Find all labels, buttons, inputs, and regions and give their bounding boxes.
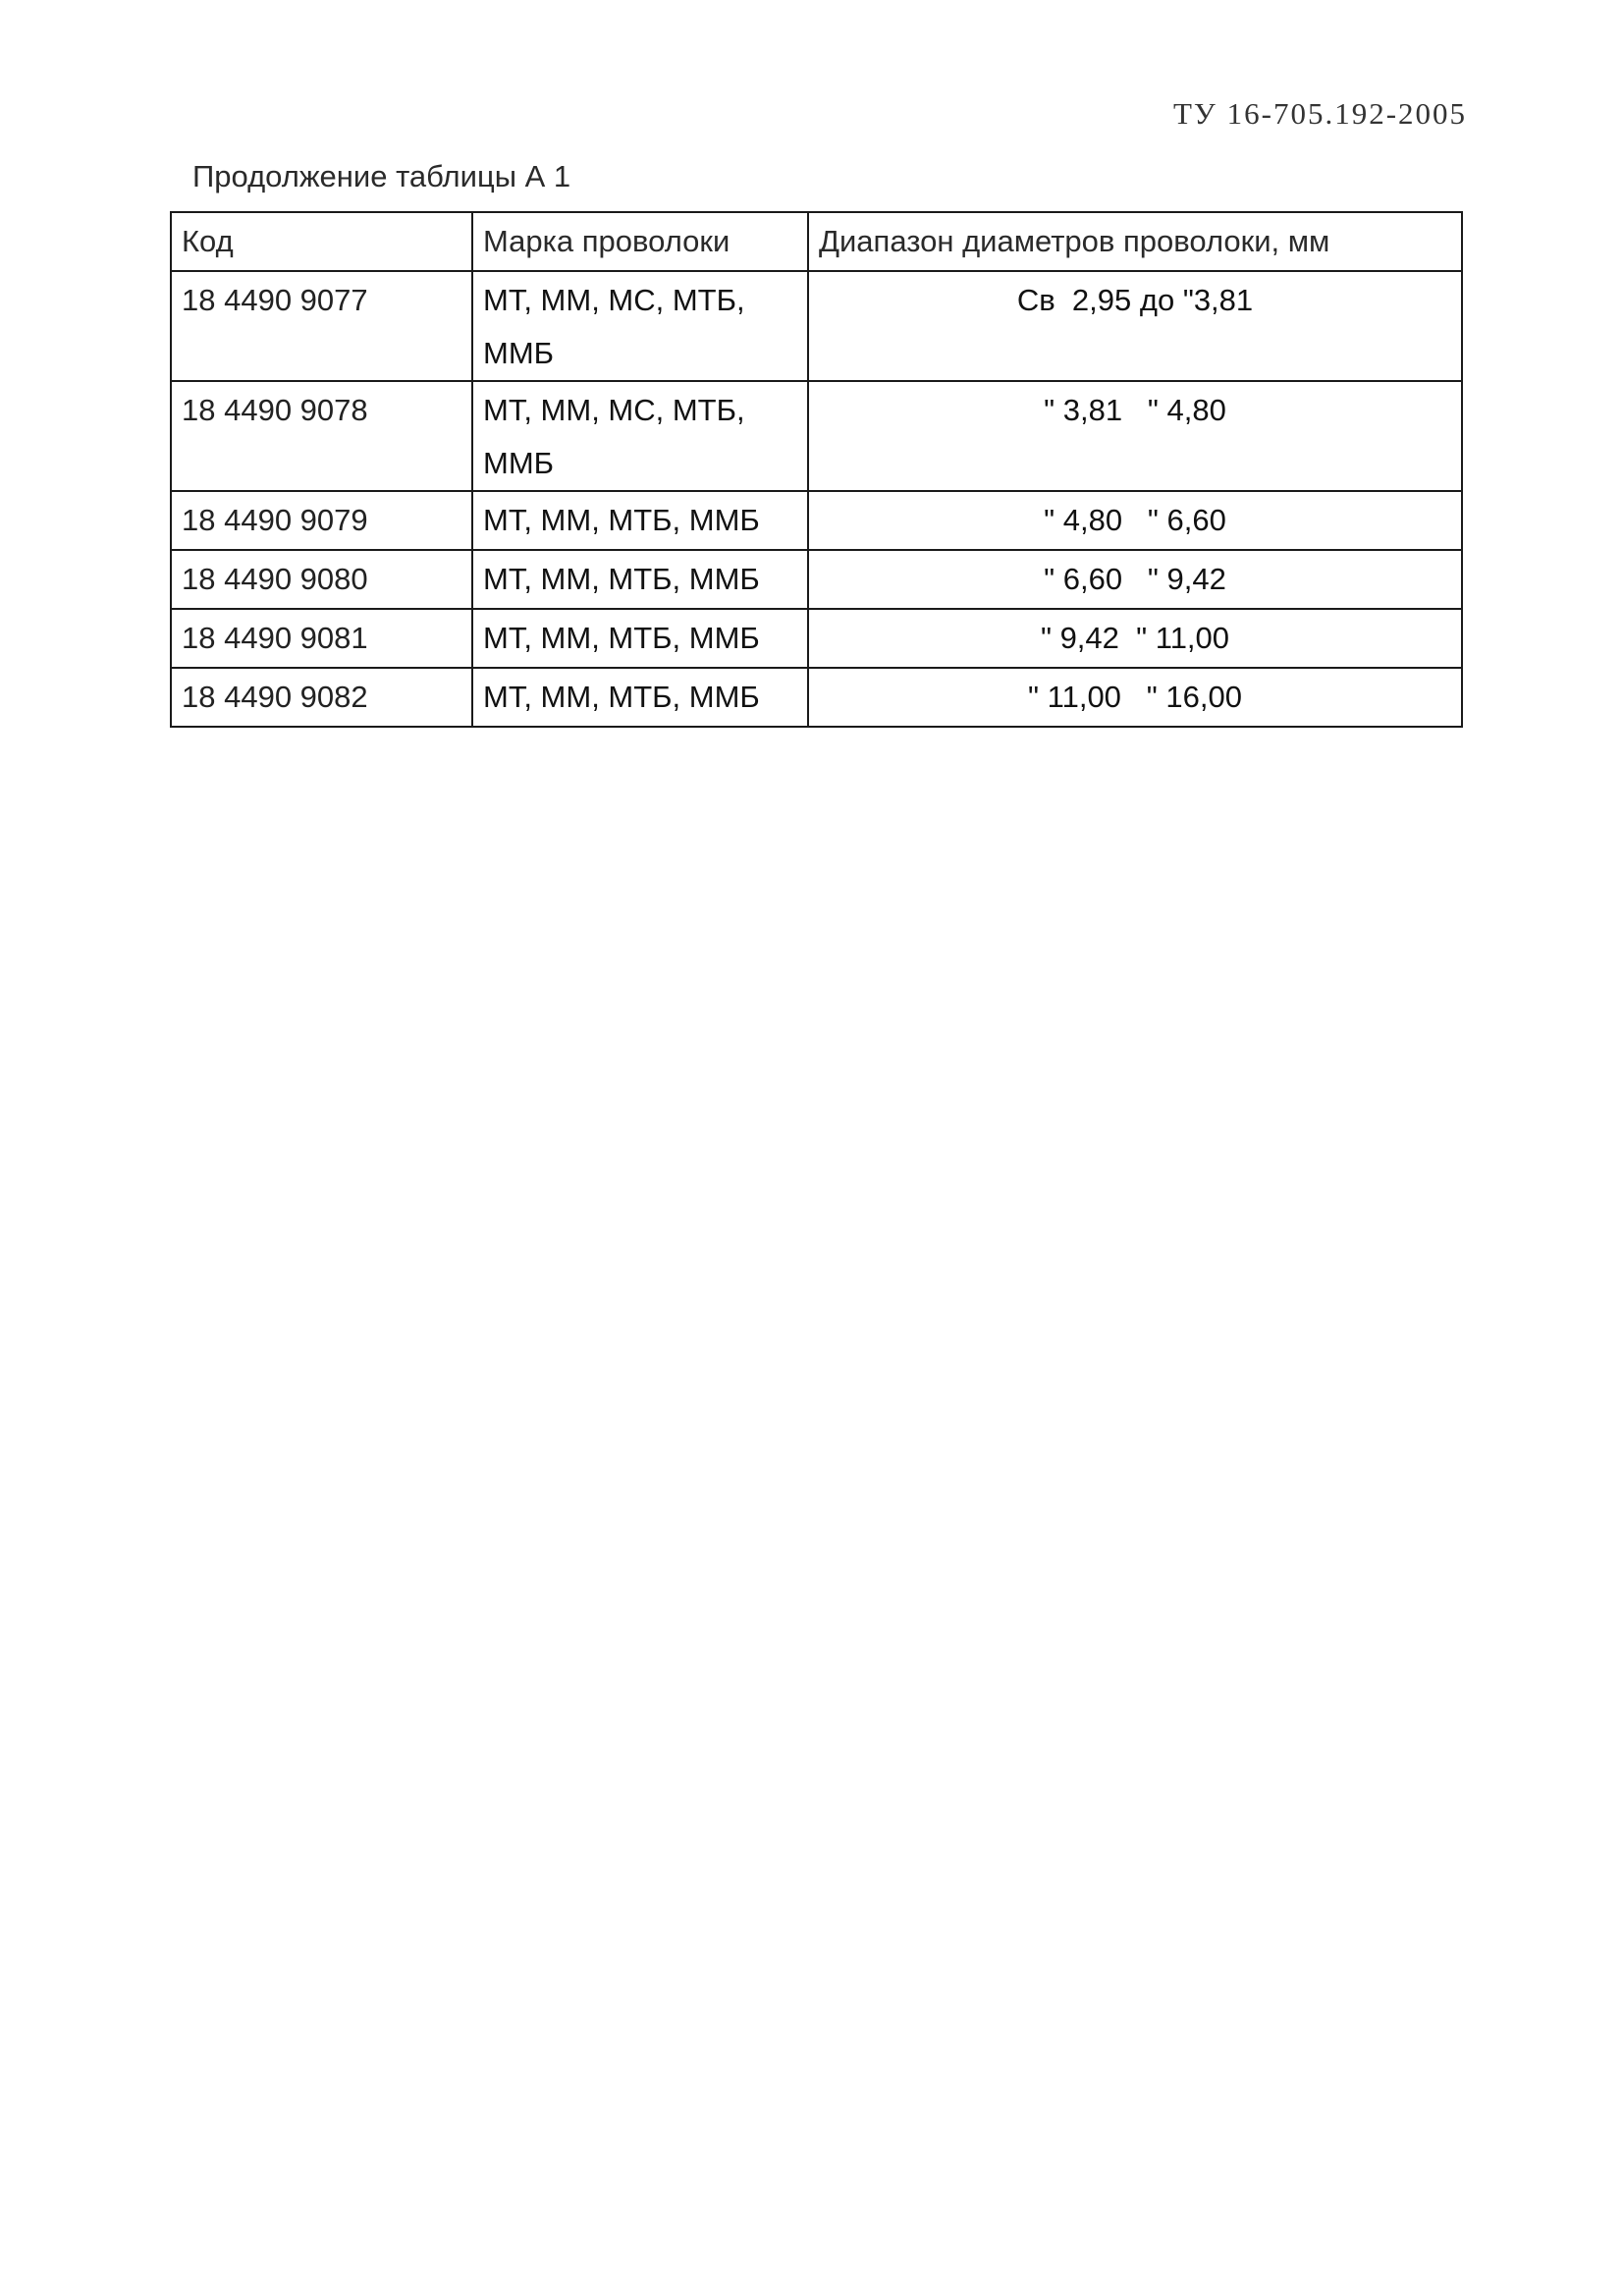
cell-wire-grade: МТ, ММ, МС, МТБ, ММБ [472, 381, 808, 491]
cell-diameter-range: " 9,42 " 11,00 [808, 609, 1462, 668]
table-header-row [171, 212, 1462, 271]
table-caption: Продолжение таблицы А 1 [192, 159, 571, 193]
cell-code: 18 4490 9077 [171, 271, 472, 381]
table-row [171, 491, 1462, 550]
table-row [171, 550, 1462, 609]
table-row [171, 668, 1462, 727]
wire-codes-table [170, 211, 1463, 728]
column-header-diameter-range: Диапазон диаметров проволоки, мм [808, 212, 1462, 271]
cell-code: 18 4490 9079 [171, 491, 472, 550]
cell-diameter-range: " 4,80 " 6,60 [808, 491, 1462, 550]
cell-diameter-range: " 6,60 " 9,42 [808, 550, 1462, 609]
cell-wire-grade: МТ, ММ, МС, МТБ, ММБ [472, 271, 808, 381]
column-header-wire-grade: Марка проволоки [472, 212, 808, 271]
cell-diameter-range: " 3,81 " 4,80 [808, 381, 1462, 491]
column-header-code: Код [171, 212, 472, 271]
cell-code: 18 4490 9082 [171, 668, 472, 727]
table-row [171, 381, 1462, 491]
table-row [171, 271, 1462, 381]
cell-diameter-range: " 11,00 " 16,00 [808, 668, 1462, 727]
cell-wire-grade: МТ, ММ, МТБ, ММБ [472, 491, 808, 550]
cell-code: 18 4490 9080 [171, 550, 472, 609]
cell-diameter-range: Св 2,95 до "3,81 [808, 271, 1462, 381]
cell-wire-grade: МТ, ММ, МТБ, ММБ [472, 609, 808, 668]
document-number: ТУ 16-705.192-2005 [1173, 96, 1468, 131]
table-row [171, 609, 1462, 668]
cell-code: 18 4490 9081 [171, 609, 472, 668]
cell-wire-grade: МТ, ММ, МТБ, ММБ [472, 550, 808, 609]
cell-wire-grade: МТ, ММ, МТБ, ММБ [472, 668, 808, 727]
cell-code: 18 4490 9078 [171, 381, 472, 491]
